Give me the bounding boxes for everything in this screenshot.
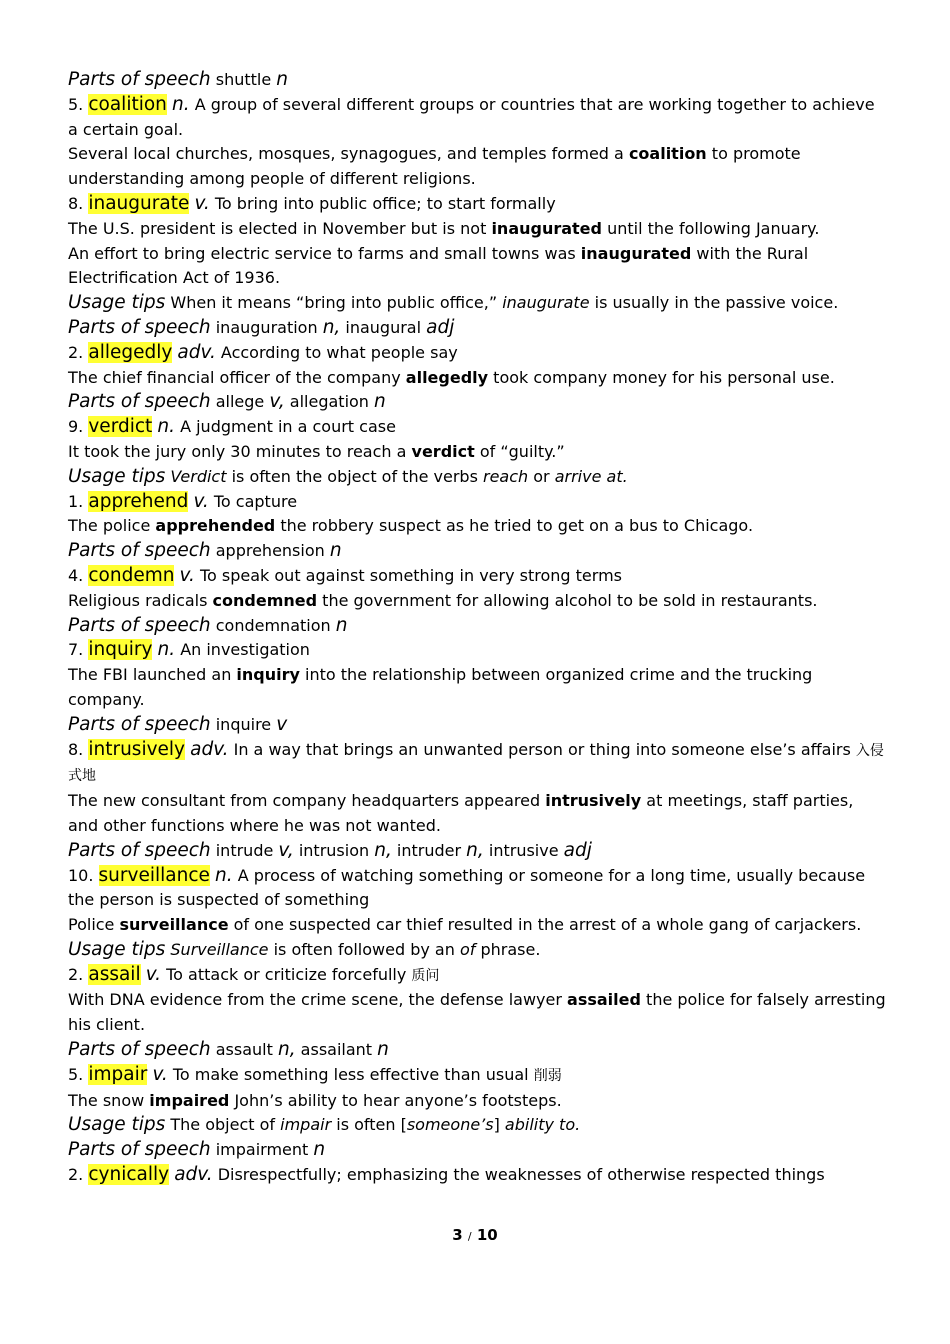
vocab-entry <box>68 564 888 589</box>
highlighted-word: allegedly <box>405 367 489 387</box>
definition: To bring into public office; to start formally <box>214 193 556 213</box>
part-of-speech: v. <box>194 192 210 214</box>
highlighted-word: inaugurated <box>580 243 692 263</box>
headword: surveillance <box>98 864 210 886</box>
derived-word: assault <box>215 1040 273 1060</box>
derived-word: assailant <box>300 1040 373 1060</box>
definition: To make something less effective than usual <box>172 1064 529 1084</box>
part-of-speech: v. <box>193 490 209 512</box>
sentence-text: The chief financial officer of the company <box>68 367 406 387</box>
vocab-entry <box>68 638 888 663</box>
entry-number: 5. <box>68 1064 84 1084</box>
part-of-speech-tag: v <box>276 713 288 735</box>
chinese-gloss: 削弱 <box>533 1067 562 1084</box>
vocab-entry <box>68 864 888 914</box>
sentence-text: is often [ <box>331 1115 407 1135</box>
parts-of-speech-label: Parts of speech <box>68 1039 211 1061</box>
page-separator: / <box>467 1230 472 1243</box>
sentence-text: with the Rural Electrification Act of 1936. <box>68 243 809 288</box>
vocab-entry <box>68 415 888 440</box>
sentence-text: The snow <box>68 1090 150 1110</box>
sentence-text: or <box>528 466 555 486</box>
sentence-text: Several local churches, mosques, synagogues, and temples formed a <box>68 144 629 164</box>
headword: intrusively <box>88 738 186 760</box>
usage-tips-label: Usage tips <box>68 938 166 960</box>
example-sentence <box>68 242 888 292</box>
parts-of-speech-label: Parts of speech <box>68 1139 211 1161</box>
example-sentence <box>68 913 888 938</box>
vocab-entry <box>68 93 888 143</box>
total-pages: 10 <box>476 1226 498 1244</box>
definition: In a way that brings an unwanted person or thing into someone else’s affairs <box>233 739 851 759</box>
part-of-speech-tag: adj <box>426 316 455 338</box>
italic-text: ability to. <box>504 1115 581 1135</box>
part-of-speech: v. <box>152 1063 168 1085</box>
usage-tips-line <box>68 938 888 963</box>
entry-number: 5. <box>68 94 84 114</box>
part-of-speech: adv. <box>190 738 229 760</box>
part-of-speech-tag: n <box>374 391 386 413</box>
usage-tips-line <box>68 1113 888 1138</box>
sentence-text: John’s ability to hear anyone’s footsteps. <box>229 1090 562 1110</box>
headword: assail <box>88 963 141 985</box>
entry-number: 4. <box>68 565 84 585</box>
derived-word: inaugural <box>345 317 422 337</box>
part-of-speech: adv. <box>174 1164 213 1186</box>
sentence-text: It took the jury only 30 minutes to reach a <box>68 441 412 461</box>
vocab-entry <box>68 192 888 217</box>
part-of-speech-tag: n <box>335 614 348 636</box>
italic-text: impair <box>280 1115 332 1135</box>
entry-number: 1. <box>68 491 84 511</box>
part-of-speech: n. <box>214 864 233 886</box>
usage-tips-label: Usage tips <box>68 1114 166 1136</box>
parts-of-speech-label: Parts of speech <box>68 713 211 735</box>
sentence-text: of one suspected car thief resulted in the arrest of a whole gang of carjackers. <box>228 915 862 935</box>
italic-text: arrive at. <box>554 466 628 486</box>
sentence-text: the robbery suspect as he tried to get on a bus to Chicago. <box>275 516 754 536</box>
parts-of-speech-line <box>68 614 888 639</box>
vocab-entry <box>68 490 888 515</box>
chinese-gloss: 质问 <box>411 967 440 984</box>
part-of-speech: v. <box>145 963 162 985</box>
part-of-speech: adv. <box>177 341 216 363</box>
parts-of-speech-label: Parts of speech <box>68 316 211 338</box>
sentence-text: The FBI launched an <box>68 665 237 685</box>
parts-of-speech-label: Parts of speech <box>68 540 211 562</box>
headword: allegedly <box>88 341 173 363</box>
part-of-speech: v. <box>179 564 195 586</box>
entry-number: 2. <box>68 964 84 984</box>
parts-of-speech-line <box>68 713 888 738</box>
sentence-text: The police <box>68 516 156 536</box>
derived-word: impairment <box>215 1140 309 1160</box>
italic-text: Surveillance <box>170 939 269 959</box>
usage-tips-line <box>68 291 888 316</box>
sentence-text: Police <box>68 915 120 935</box>
headword: apprehend <box>88 490 189 512</box>
derived-word: intrusive <box>488 840 559 860</box>
example-sentence <box>68 663 888 713</box>
parts-of-speech-line <box>68 839 888 864</box>
parts-of-speech-line <box>68 68 888 93</box>
example-sentence <box>68 589 888 614</box>
parts-of-speech-line <box>68 1138 888 1163</box>
vocab-entry <box>68 341 888 366</box>
sentence-text: is often the object of the verbs <box>226 466 483 486</box>
headword: verdict <box>88 416 153 438</box>
headword: inaugurate <box>88 192 190 214</box>
highlighted-word: inquiry <box>236 665 300 685</box>
parts-of-speech-label: Parts of speech <box>68 614 211 636</box>
sentence-text: The U.S. president is elected in November but is not <box>68 218 492 238</box>
sentence-text: ] <box>493 1115 505 1135</box>
sentence-text: The object of <box>170 1115 281 1135</box>
derived-word: allege <box>215 392 265 412</box>
example-sentence <box>68 789 888 839</box>
highlighted-word: coalition <box>628 144 707 164</box>
example-sentence <box>68 366 888 391</box>
highlighted-word: impaired <box>149 1090 230 1110</box>
italic-text: Verdict <box>170 466 227 486</box>
example-sentence <box>68 440 888 465</box>
usage-tips-line <box>68 465 888 490</box>
italic-text: of <box>459 939 476 959</box>
derived-word: intrusion <box>298 840 370 860</box>
sentence-text: at meetings, staff parties, and other functions where he was not wanted. <box>68 791 854 835</box>
entry-number: 2. <box>68 342 84 362</box>
part-of-speech-tag: n, <box>374 839 392 861</box>
definition: A process of watching something or someone for a long time, usually because the person is suspected of something <box>68 865 866 910</box>
sentence-text: the police for falsely arresting his client. <box>68 990 886 1035</box>
parts-of-speech-line <box>68 1038 888 1063</box>
part-of-speech-tag: n, <box>277 1039 296 1061</box>
headword: inquiry <box>88 639 153 661</box>
entry-number: 8. <box>68 193 84 213</box>
derived-word: shuttle <box>215 70 272 89</box>
definition: To attack or criticize forcefully <box>166 964 407 984</box>
part-of-speech-tag: n <box>276 69 289 90</box>
parts-of-speech-line <box>68 539 888 564</box>
part-of-speech-tag: n <box>329 540 342 562</box>
sentence-text: Religious radicals <box>68 590 213 610</box>
definition: To capture <box>213 491 298 511</box>
italic-text: inaugurate <box>502 293 590 313</box>
page-number <box>0 1226 950 1244</box>
vocabulary-content <box>68 68 888 1188</box>
vocab-entry <box>68 738 888 790</box>
entry-number: 7. <box>68 640 84 660</box>
sentence-text: to promote understanding among people of different religions. <box>68 144 801 189</box>
derived-word: inquire <box>215 714 272 734</box>
italic-text: reach <box>483 466 529 486</box>
highlighted-word: assailed <box>567 990 641 1010</box>
headword: condemn <box>88 564 175 586</box>
entry-number: 9. <box>68 417 84 437</box>
highlighted-word: condemned <box>212 590 318 610</box>
sentence-text: into the relationship between organized crime and the trucking company. <box>68 665 813 709</box>
vocab-entry <box>68 1163 888 1188</box>
headword: coalition <box>88 93 167 115</box>
vocab-entry <box>68 1063 888 1089</box>
part-of-speech-tag: n, <box>322 316 341 338</box>
highlighted-word: verdict <box>411 441 475 461</box>
derived-word: allegation <box>289 392 369 412</box>
usage-tips-label: Usage tips <box>68 292 166 314</box>
derived-word: intrude <box>215 840 274 860</box>
derived-word: condemnation <box>215 615 331 635</box>
example-sentence <box>68 514 888 539</box>
part-of-speech-tag: v, <box>278 839 294 861</box>
chinese-gloss: 入侵式地 <box>68 742 884 785</box>
entry-number: 2. <box>68 1165 84 1185</box>
part-of-speech: n. <box>157 639 176 661</box>
entry-number: 8. <box>68 739 84 759</box>
italic-text: someone’s <box>406 1115 494 1135</box>
definition: A group of several different groups or countries that are working together to achieve a certain goal. <box>68 94 875 139</box>
usage-tips-label: Usage tips <box>68 465 166 487</box>
definition: According to what people say <box>220 342 458 362</box>
headword: cynically <box>88 1164 170 1186</box>
derived-word: intruder <box>396 840 462 860</box>
example-sentence <box>68 142 888 192</box>
part-of-speech-tag: n, <box>466 839 484 861</box>
sentence-text: When it means “bring into public office,” <box>170 293 503 313</box>
definition: To speak out against something in very strong terms <box>199 565 622 585</box>
definition: Disrespectfully; emphasizing the weaknesses of otherwise respected things <box>217 1165 825 1185</box>
definition: An investigation <box>180 640 310 660</box>
headword: impair <box>88 1063 148 1085</box>
parts-of-speech-line <box>68 316 888 341</box>
part-of-speech-tag: adj <box>563 839 592 861</box>
part-of-speech: n. <box>157 416 175 438</box>
sentence-text: With DNA evidence from the crime scene, the defense lawyer <box>68 990 568 1010</box>
sentence-text: is often followed by an <box>268 939 460 959</box>
current-page: 3 <box>452 1226 463 1244</box>
sentence-text: is usually in the passive voice. <box>589 293 839 313</box>
parts-of-speech-line <box>68 390 888 415</box>
example-sentence <box>68 1089 888 1114</box>
parts-of-speech-label: Parts of speech <box>68 69 211 90</box>
entry-number: 10. <box>68 865 94 885</box>
example-sentence <box>68 988 888 1038</box>
highlighted-word: inaugurated <box>491 218 602 238</box>
part-of-speech: n. <box>172 93 190 115</box>
part-of-speech-tag: n <box>377 1039 389 1061</box>
vocab-entry <box>68 963 888 989</box>
highlighted-word: surveillance <box>119 915 229 935</box>
highlighted-word: apprehended <box>155 516 276 536</box>
parts-of-speech-label: Parts of speech <box>68 391 211 413</box>
derived-word: apprehension <box>215 541 325 561</box>
sentence-text: of “guilty.” <box>474 441 565 461</box>
highlighted-word: intrusively <box>545 791 642 811</box>
example-sentence <box>68 217 888 242</box>
sentence-text: took company money for his personal use. <box>488 367 835 387</box>
sentence-text: until the following January. <box>601 218 820 238</box>
sentence-text: The new consultant from company headquarters appeared <box>68 791 546 811</box>
definition: A judgment in a court case <box>180 417 396 437</box>
sentence-text: An effort to bring electric service to farms and small towns was <box>68 243 581 263</box>
derived-word: inauguration <box>215 317 318 337</box>
parts-of-speech-label: Parts of speech <box>68 839 211 861</box>
part-of-speech-tag: v, <box>269 391 285 413</box>
part-of-speech-tag: n <box>313 1139 326 1161</box>
sentence-text: the government for allowing alcohol to be sold in restaurants. <box>317 590 818 610</box>
sentence-text: phrase. <box>475 939 541 959</box>
